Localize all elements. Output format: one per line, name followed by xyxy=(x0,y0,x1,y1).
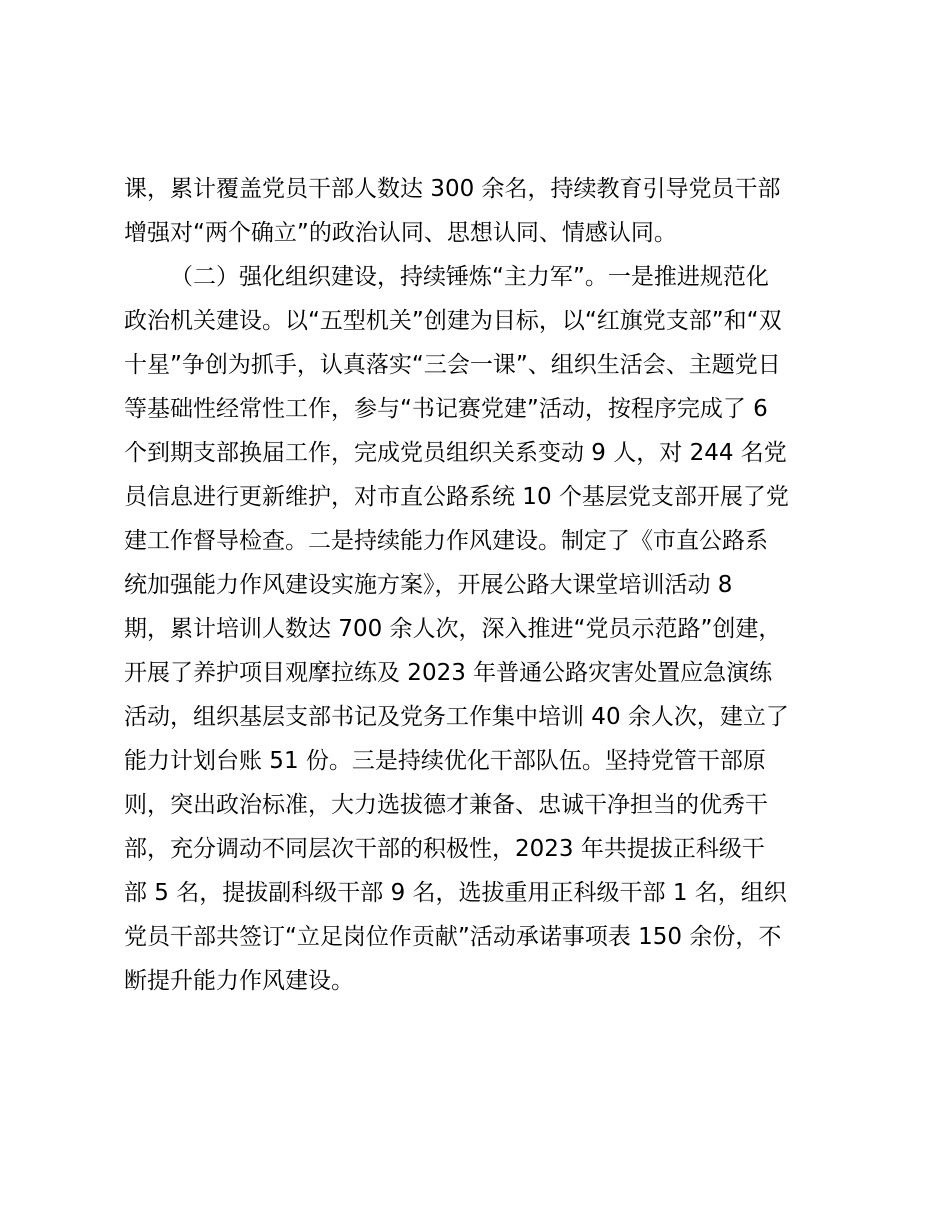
text-line: 断提升能力作风建设。 xyxy=(124,968,354,994)
text-line: 党员干部共签订“立足岗位作贡献”活动承诺事项表 150 余份，不 xyxy=(124,924,782,950)
text-line: 员信息进行更新维护，对市直公路系统 10 个基层党支部开展了党 xyxy=(124,484,789,510)
text-line: 课，累计覆盖党员干部人数达 300 余名，持续教育引导党员干部 xyxy=(124,176,781,202)
text-line: 政治机关建设。以“五型机关”创建为目标，以“红旗党支部”和“双 xyxy=(124,308,782,334)
text-line: 部，充分调动不同层次干部的积极性，2023 年共提拔正科级干 xyxy=(124,836,765,862)
text-line: 期，累计培训人数达 700 余人次，深入推进“党员示范路”创建， xyxy=(124,616,782,642)
text-line: 十星”争创为抓手，认真落实“三会一课”、组织生活会、主题党日 xyxy=(124,352,781,378)
text-line: 能力计划台账 51 份。三是持续优化干部队伍。坚持党管干部原 xyxy=(124,748,766,774)
text-line: 建工作督导检查。二是持续能力作风建设。制定了《市直公路系 xyxy=(124,528,768,554)
text-line: 则，突出政治标准，大力选拔德才兼备、忠诚干净担当的优秀干 xyxy=(124,792,768,818)
text-line: 增强对“两个确立”的政治认同、思想认同、情感认同。 xyxy=(124,220,677,246)
text-line: 部 5 名，提拔副科级干部 9 名，选拔重用正科级干部 1 名，组织 xyxy=(124,880,787,906)
text-line: 统加强能力作风建设实施方案》，开展公路大课堂培训活动 8 xyxy=(124,572,733,598)
paragraph-heading-line: （二）强化组织建设，持续锤炼“主力军”。一是推进规范化 xyxy=(170,264,769,290)
text-line: 个到期支部换届工作，完成党员组织关系变动 9 人，对 244 名党 xyxy=(124,440,787,466)
text-line: 活动，组织基层支部书记及党务工作集中培训 40 余人次，建立了 xyxy=(124,704,789,730)
text-line: 等基础性经常性工作，参与“书记赛党建”活动，按程序完成了 6 xyxy=(124,396,768,422)
text-line: 开展了养护项目观摩拉练及 2023 年普通公路灾害处置应急演练 xyxy=(124,660,773,686)
